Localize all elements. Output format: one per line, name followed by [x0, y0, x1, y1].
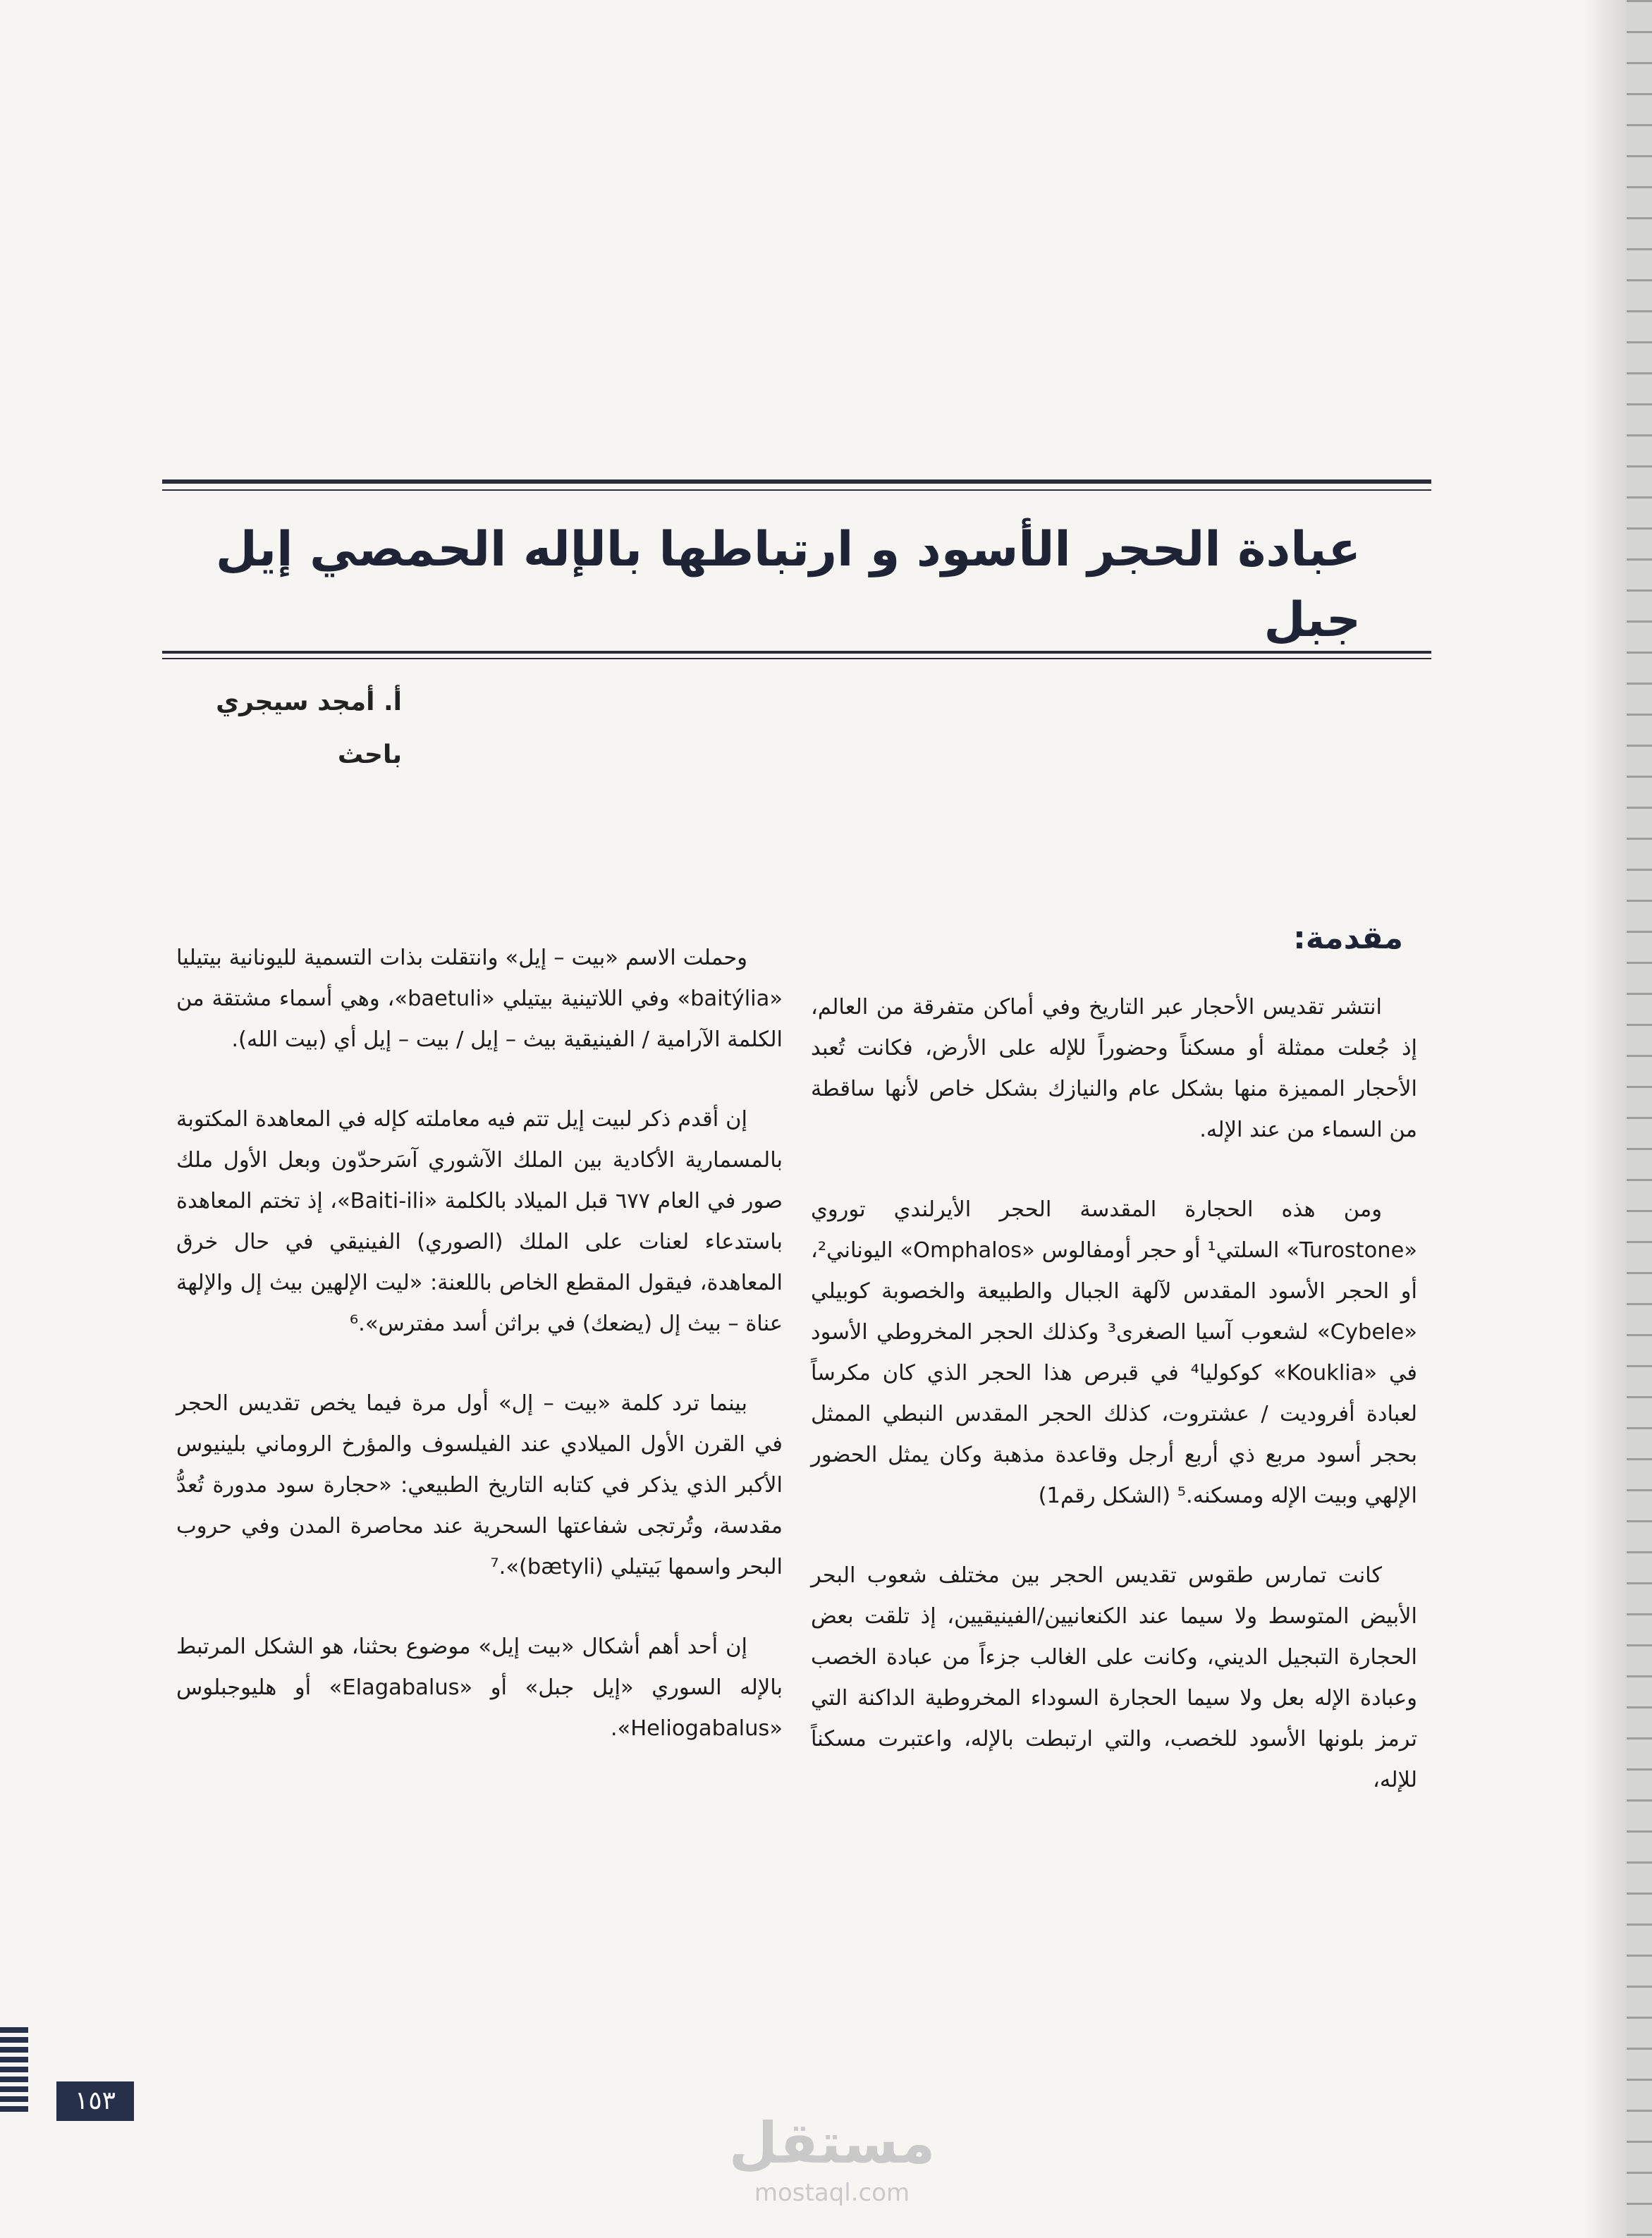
paragraph: ومن هذه الحجارة المقدسة الحجر الأيرلندي توروي «Turostone» السلتي¹ أو حجر أومفالوس «Omphalos» اليوناني²، أو الحجر الأسود المقدس لآلهة الجبال والطبيعة والخصوبة كوبيلي «Cybele» لشعوب آسيا الصغرى³ وكذلك الحجر المخروطي الأسود في «Kouklia» كوكوليا⁴ في قبرص هذا الحجر الذي كان مكرساً لعبادة أفروديت / عشتروت، كذلك الحجر المقدس النبطي الممثل بحجر أسود مربع ذي أربع أرجل وقاعدة مذهبة وكان يمثل الحضور الإلهي وبيت الإله ومسكنه.⁵ (الشكل رقم1) [811, 1197, 1418, 1508]
left-column [176, 938, 783, 1788]
watermark-url: mostaql.com [754, 2179, 910, 2207]
title-rule-top [162, 479, 1431, 484]
scan-edge [1627, 0, 1652, 2238]
paragraph: كانت تمارس طقوس تقديس الحجر بين مختلف شعوب البحر الأبيض المتوسط ولا سيما عند الكنعانيين/الفينيقيين، إذ تلقت بعض الحجارة التبجيل الديني، وكانت على الغالب جزءاً من عبادة الخصب وعبادة الإله بعل ولا سيما الحجارة السوداء المخروطية الداكنة التي ترمز بلونها الأسود للخصب، والتي ارتبطت بالإله، واعتبرت مسكناً للإله، [811, 1563, 1417, 1792]
scan-shadow [1584, 0, 1627, 2238]
watermark-logo: مستقل [728, 2110, 936, 2176]
author-name: أ. أمجد سيجري [216, 687, 402, 716]
page-tab-notch [0, 2027, 28, 2112]
section-heading: مقدمة: [1293, 920, 1403, 956]
author-role: باحث [337, 740, 402, 769]
paragraph: انتشر تقديس الأحجار عبر التاريخ وفي أماكن متفرقة من العالم، إذ جُعلت ممثلة أو مسكناً وحضوراً للإله على الأرض، فكانت تُعبد الأحجار المميزة منها بشكل عام والنيازك بشكل خاص لأنها ساقطة من السماء من عند الإله. [811, 995, 1417, 1142]
title-rule-top-thin [162, 489, 1431, 491]
article-title: عبادة الحجر الأسود و ارتباطها بالإله الحمصي إيل جبل [215, 522, 1361, 648]
page-number: ١٥٣ [56, 2081, 134, 2121]
paragraph: إن أقدم ذكر لبيت إيل تتم فيه معاملته كإله في المعاهدة المكتوبة بالمسمارية الأكادية بين الملك الآشوري آسَرحدّون وبعل الأول ملك صور في العام ٦٧٧ قبل الميلاد بالكلمة «Baiti-ili»، إذ تختم المعاهدة باستدعاء لعنات على الملك (الصوري) الفينيقي في حال خرق المعاهدة، فيقول المقطع الخاص باللعنة: «ليت الإلهين بيث إل والإلهة عناة – بيث إل (يضعك) في براثن أسد مفترس».⁶ [176, 1107, 783, 1336]
paragraph: إن أحد أهم أشكال «بيت إيل» موضوع بحثنا، هو الشكل المرتبط بالإله السوري «إيل جبل» أو «Elagabalus» أو هليوجبلوس «Heliogabalus». [176, 1634, 783, 1741]
paragraph: وحملت الاسم «بيت – إيل» وانتقلت بذات التسمية لليونانية بيتيليا «baitýlia» وفي اللاتينية بيتيلي «baetuli»، وهي أسماء مشتقة من الكلمة الآرامية / الفينيقية بيث – إيل / بيت – إيل أي (بيت الله). [176, 946, 783, 1052]
watermark [705, 2108, 959, 2207]
right-column [811, 987, 1417, 1840]
paragraph: بينما ترد كلمة «بيت – إل» أول مرة فيما يخص تقديس الحجر في القرن الأول الميلادي عند الفيلسوف والمؤرخ الروماني بلينيوس الأكبر الذي يذكر في كتابه التاريخ الطبيعي: «حجارة سود مدورة تُعدُّ مقدسة، وتُرتجى شفاعتها السحرية عند محاصرة المدن وفي حروب البحر واسمها بَيتيلي (bætyli)».⁷ [176, 1391, 783, 1579]
title-rule-bottom-thin [162, 658, 1431, 659]
title-rule-bottom [162, 651, 1431, 654]
